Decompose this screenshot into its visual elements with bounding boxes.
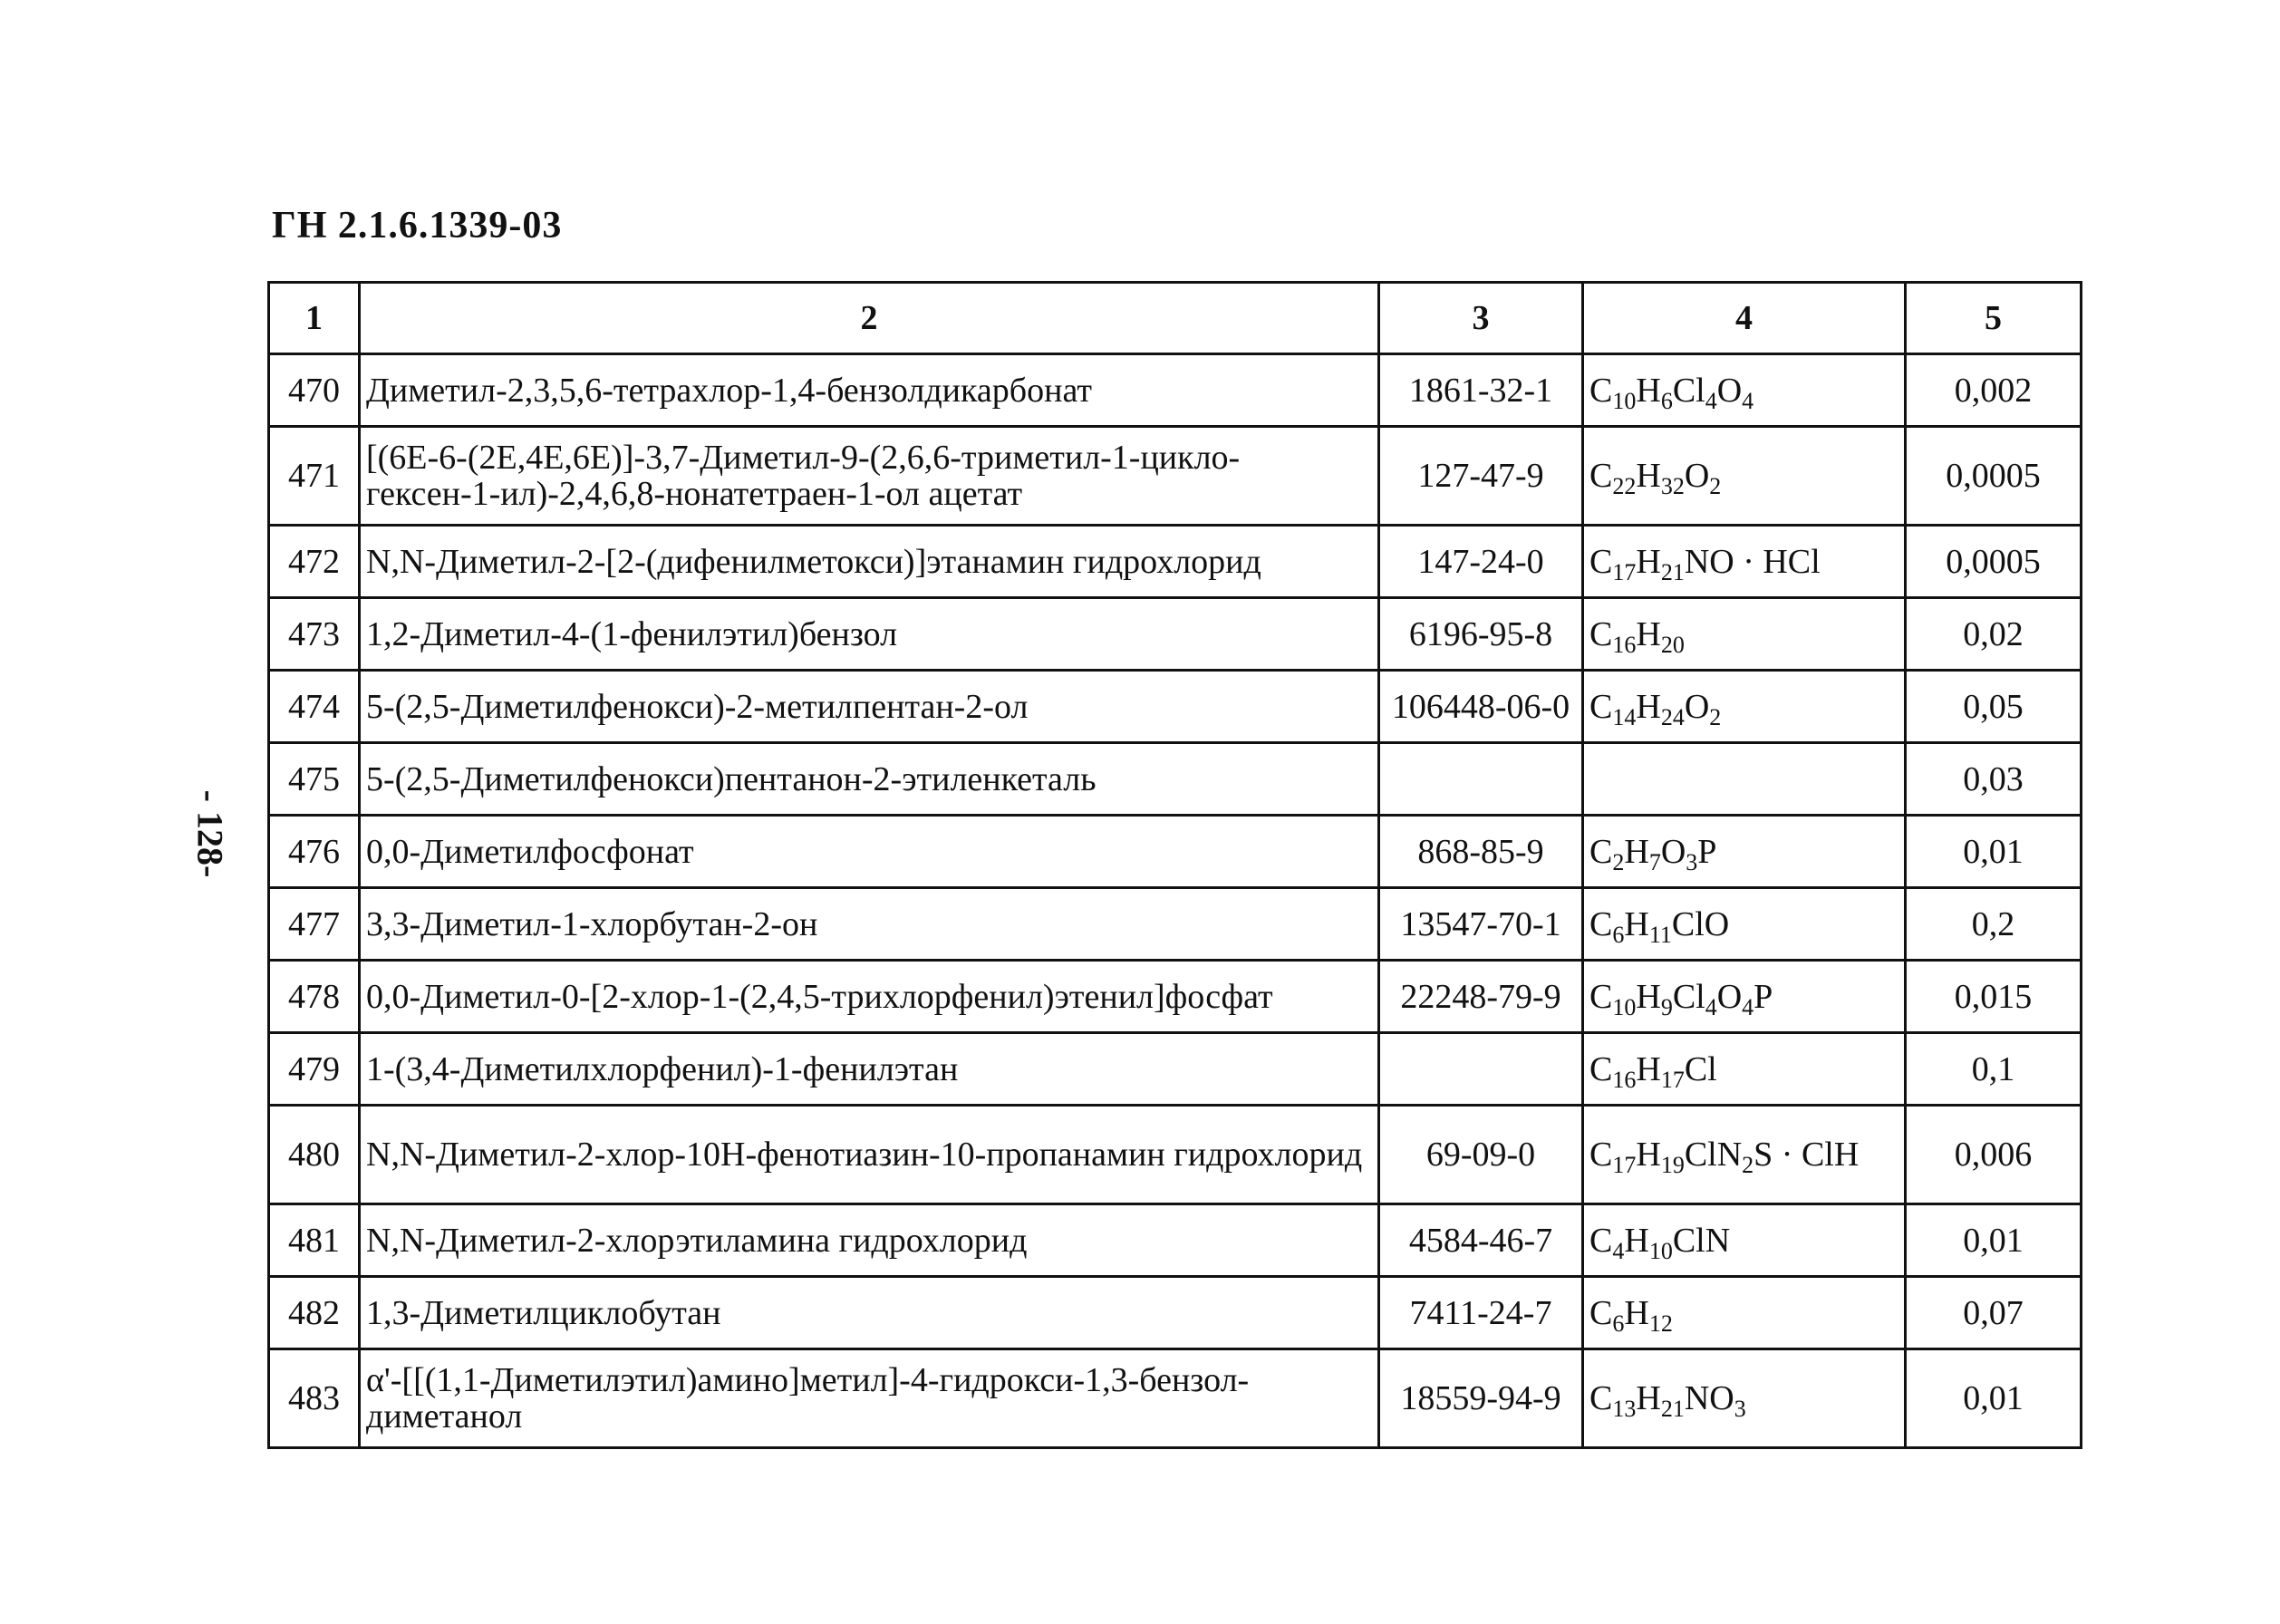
substances-table xyxy=(267,281,2082,1449)
chemical-formula xyxy=(1583,1204,1906,1277)
substance-name xyxy=(360,1349,1379,1448)
chemical-formula xyxy=(1583,1106,1906,1204)
substance-name-text: N,N-Диметил-2-хлор-10H-фенотиазин-10-пропанамин гидрохлорид xyxy=(366,1136,1363,1174)
row-number xyxy=(269,1349,360,1448)
cas-number xyxy=(1379,671,1583,743)
row-number xyxy=(269,1033,360,1106)
cas-number xyxy=(1379,961,1583,1033)
row-number xyxy=(269,598,360,671)
chemical-formula xyxy=(1583,354,1906,427)
chemical-formula-text: $C_2H_7O_3P$ xyxy=(1589,832,1717,875)
chemical-formula-text: $C_{10}H_9Cl_4O_4P$ xyxy=(1589,977,1773,1020)
row-number-text: 471 xyxy=(288,457,340,495)
row-number xyxy=(269,1106,360,1204)
row-number-text: 479 xyxy=(288,1049,340,1088)
cas-number xyxy=(1379,888,1583,961)
table-row xyxy=(269,888,2082,961)
row-number xyxy=(269,671,360,743)
limit-value-text: 0,05 xyxy=(1963,687,2024,726)
limit-value-text: 0,07 xyxy=(1963,1293,2024,1332)
substance-name xyxy=(360,1204,1379,1277)
limit-value xyxy=(1906,1106,2082,1204)
limit-value xyxy=(1906,526,2082,598)
cas-number-text: 69-09-0 xyxy=(1425,1136,1536,1174)
substance-name xyxy=(360,816,1379,888)
chemical-formula xyxy=(1583,427,1906,526)
chemical-formula xyxy=(1583,598,1906,671)
limit-value xyxy=(1906,354,2082,427)
limit-value xyxy=(1906,427,2082,526)
chemical-formula-text: $C_6H_{12}$ xyxy=(1589,1293,1673,1337)
substance-name-text: 1-(3,4-Диметилхлорфенил)-1-фенилэтан xyxy=(366,1049,959,1088)
limit-value-text: 0,0005 xyxy=(1946,542,2041,581)
limit-value xyxy=(1906,961,2082,1033)
table-row xyxy=(269,354,2082,427)
row-number-text: 483 xyxy=(288,1379,340,1417)
limit-value-text: 0,2 xyxy=(1971,904,2015,943)
limit-value xyxy=(1906,671,2082,743)
chemical-formula xyxy=(1583,743,1906,816)
limit-value-text: 0,002 xyxy=(1954,371,2033,410)
chemical-formula-text: $C_{16}H_{17}Cl$ xyxy=(1589,1049,1717,1093)
limit-value-text: 0,02 xyxy=(1963,614,2024,653)
cas-number-text: 4584-46-7 xyxy=(1408,1221,1553,1260)
table-row xyxy=(269,1033,2082,1106)
row-number-text: 478 xyxy=(288,977,340,1016)
cas-number-text: 22248-79-9 xyxy=(1400,977,1561,1016)
limit-value-text: 0,015 xyxy=(1954,977,2033,1016)
substance-name-text: 0,0-Диметилфосфонат xyxy=(366,832,694,871)
chemical-formula-text: $C_{16}H_{20}$ xyxy=(1589,614,1685,658)
page-number: - 128- xyxy=(189,789,231,878)
column-header: 3 xyxy=(1379,283,1583,354)
substance-name xyxy=(360,671,1379,743)
document-header: ГН 2.1.6.1339-03 xyxy=(272,205,563,246)
row-number-text: 472 xyxy=(288,542,340,581)
row-number xyxy=(269,1277,360,1349)
cas-number xyxy=(1379,1204,1583,1277)
substance-name-text: N,N-Диметил-2-[2-(дифенилметокси)]этанамин гидрохлорид xyxy=(366,542,1261,581)
row-number-text: 480 xyxy=(288,1136,340,1174)
row-number xyxy=(269,961,360,1033)
chemical-formula-text: $C_{14}H_{24}O_2$ xyxy=(1589,687,1722,730)
substance-name xyxy=(360,598,1379,671)
table-row xyxy=(269,526,2082,598)
substance-name xyxy=(360,743,1379,816)
chemical-formula-text: $C_{13}H_{21}NO_3$ xyxy=(1589,1379,1746,1422)
cas-number xyxy=(1379,1277,1583,1349)
table-header-row xyxy=(269,283,2082,354)
chemical-formula-text: $C_{22}H_{32}O_2$ xyxy=(1589,457,1722,499)
cas-number-text: 106448-06-0 xyxy=(1391,687,1570,726)
limit-value xyxy=(1906,1033,2082,1106)
chemical-formula xyxy=(1583,1349,1906,1448)
limit-value-text: 0,1 xyxy=(1971,1049,2015,1088)
row-number xyxy=(269,354,360,427)
cas-number xyxy=(1379,427,1583,526)
limit-value xyxy=(1906,1204,2082,1277)
row-number xyxy=(269,888,360,961)
substance-name-text: Диметил-2,3,5,6-тетрахлор-1,4-бензолдикарбонат xyxy=(366,371,1092,410)
substance-name-text: 5-(2,5-Диметилфенокси)пентанон-2-этиленкеталь xyxy=(366,759,1097,798)
chemical-formula-text: $C_6H_{11}ClO$ xyxy=(1589,904,1730,948)
column-header: 4 xyxy=(1583,283,1906,354)
cas-number-text: 127-47-9 xyxy=(1417,457,1544,495)
substance-name xyxy=(360,888,1379,961)
limit-value-text: 0,01 xyxy=(1963,832,2024,871)
row-number xyxy=(269,743,360,816)
chemical-formula xyxy=(1583,1033,1906,1106)
substance-name-text: 1,2-Диметил-4-(1-фенилэтил)бензол xyxy=(366,614,898,653)
chemical-formula xyxy=(1583,888,1906,961)
limit-value-text: 0,006 xyxy=(1954,1136,2033,1174)
row-number-text: 481 xyxy=(288,1221,340,1260)
cas-number xyxy=(1379,1349,1583,1448)
limit-value xyxy=(1906,1277,2082,1349)
chemical-formula-text: $C_{10}H_6Cl_4O_4$ xyxy=(1589,371,1754,414)
row-number-text: 470 xyxy=(288,371,340,410)
chemical-formula-text: $C_{17}H_{21}NO$ · HCl xyxy=(1589,542,1821,585)
substance-name-text: α'-[[(1,1-Диметилэтил)амино]метил]-4-гидрокси-1,3-бензол-диметанол xyxy=(366,1361,1250,1436)
limit-value xyxy=(1906,743,2082,816)
row-number-text: 474 xyxy=(288,687,340,726)
cas-number-text: 13547-70-1 xyxy=(1400,904,1561,943)
limit-value-text: 0,03 xyxy=(1963,759,2024,798)
substance-name-text: 1,3-Диметилциклобутан xyxy=(366,1293,721,1332)
cas-number xyxy=(1379,526,1583,598)
substance-name xyxy=(360,1277,1379,1349)
cas-number-text: 868-85-9 xyxy=(1417,832,1544,871)
cas-number xyxy=(1379,598,1583,671)
chemical-formula xyxy=(1583,961,1906,1033)
row-number xyxy=(269,427,360,526)
cas-number xyxy=(1379,1033,1583,1106)
cas-number-text: 18559-94-9 xyxy=(1400,1379,1561,1417)
table-row xyxy=(269,961,2082,1033)
row-number xyxy=(269,816,360,888)
substance-name xyxy=(360,526,1379,598)
substance-name xyxy=(360,961,1379,1033)
column-header: 5 xyxy=(1906,283,2082,354)
limit-value-text: 0,0005 xyxy=(1946,457,2041,495)
substance-name-text: 5-(2,5-Диметилфенокси)-2-метилпентан-2-ол xyxy=(366,687,1029,726)
substance-name-text: 3,3-Диметил-1-хлорбутан-2-он xyxy=(366,904,818,943)
substance-name xyxy=(360,354,1379,427)
limit-value xyxy=(1906,598,2082,671)
table-row xyxy=(269,1277,2082,1349)
substance-name xyxy=(360,427,1379,526)
row-number-text: 475 xyxy=(288,759,340,798)
row-number-text: 482 xyxy=(288,1293,340,1332)
table-row xyxy=(269,427,2082,526)
substance-name-text: N,N-Диметил-2-хлорэтиламина гидрохлорид xyxy=(366,1221,1028,1260)
table-row xyxy=(269,1204,2082,1277)
table-row xyxy=(269,816,2082,888)
chemical-formula-text: $C_4H_{10}ClN$ xyxy=(1589,1221,1731,1264)
table-row xyxy=(269,1349,2082,1448)
cas-number xyxy=(1379,816,1583,888)
substance-name xyxy=(360,1106,1379,1204)
row-number xyxy=(269,1204,360,1277)
limit-value xyxy=(1906,888,2082,961)
substance-name xyxy=(360,1033,1379,1106)
table-body xyxy=(269,354,2082,1448)
chemical-formula xyxy=(1583,816,1906,888)
table-row xyxy=(269,743,2082,816)
row-number xyxy=(269,526,360,598)
row-number-text: 473 xyxy=(288,614,340,653)
substance-name-text: [(6E-6-(2E,4E,6E)]-3,7-Диметил-9-(2,6,6-триметил-1-цикло-гексен-1-ил)-2,4,6,8-нонатетраен-1-ол ацетат xyxy=(366,439,1241,513)
cas-number xyxy=(1379,1106,1583,1204)
cas-number xyxy=(1379,743,1583,816)
limit-value xyxy=(1906,1349,2082,1448)
chemical-formula xyxy=(1583,671,1906,743)
limit-value-text: 0,01 xyxy=(1963,1379,2024,1417)
row-number-text: 476 xyxy=(288,832,340,871)
table-row xyxy=(269,598,2082,671)
row-number-text: 477 xyxy=(288,904,340,943)
cas-number xyxy=(1379,354,1583,427)
table-row xyxy=(269,1106,2082,1204)
chemical-formula xyxy=(1583,1277,1906,1349)
substance-name-text: 0,0-Диметил-0-[2-хлор-1-(2,4,5-трихлорфенил)этенил]фосфат xyxy=(366,977,1273,1016)
cas-number-text: 7411-24-7 xyxy=(1409,1293,1552,1332)
cas-number-text: 6196-95-8 xyxy=(1408,614,1553,653)
table-row xyxy=(269,671,2082,743)
column-header: 2 xyxy=(360,283,1379,354)
limit-value xyxy=(1906,816,2082,888)
cas-number-text: 1861-32-1 xyxy=(1408,371,1553,410)
limit-value-text: 0,01 xyxy=(1963,1221,2024,1260)
chemical-formula-text: $C_{17}H_{19}ClN_2S$ · ClH xyxy=(1589,1136,1860,1178)
chemical-formula xyxy=(1583,526,1906,598)
column-header: 1 xyxy=(269,283,360,354)
cas-number-text: 147-24-0 xyxy=(1417,542,1544,581)
